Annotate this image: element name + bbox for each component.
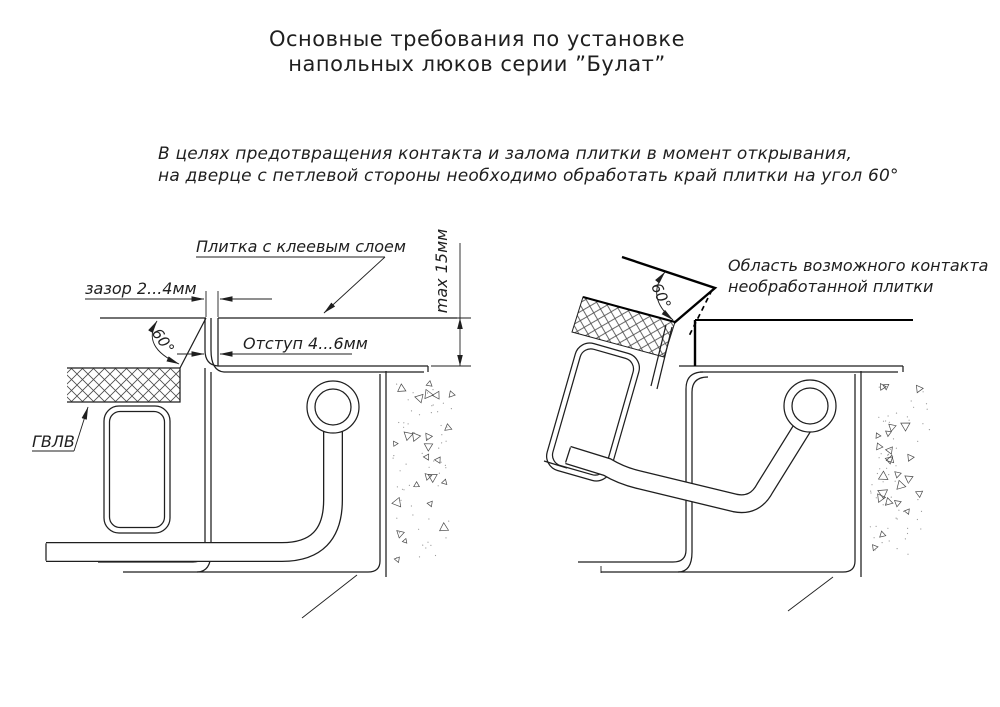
sand-dot [895, 481, 896, 482]
sand-dot [446, 427, 447, 428]
aggregate-triangle [394, 441, 399, 446]
aggregate-triangle [424, 444, 432, 451]
sand-dot [879, 387, 880, 388]
left-dimensions [32, 229, 471, 451]
sand-dot [893, 438, 894, 439]
label-angle-left: 60° [148, 324, 178, 358]
sand-dot [402, 489, 403, 490]
sand-dot [879, 457, 880, 458]
sand-dot [445, 467, 446, 468]
hinge-arm-outline [46, 424, 333, 552]
sand-dot [870, 492, 871, 493]
sand-dot [874, 537, 875, 538]
sand-dot [920, 528, 921, 529]
sand-dot [438, 448, 439, 449]
sand-dot [870, 526, 871, 527]
sand-dot [898, 510, 899, 511]
sand-dot [397, 486, 398, 487]
aggregate-triangle [880, 531, 886, 537]
aggregate-triangle [426, 381, 432, 387]
aggregate-triangle [897, 480, 906, 489]
sand-dot [412, 514, 413, 515]
sand-dot [907, 416, 908, 417]
tile-bevel-60 [180, 318, 206, 368]
sand-dot [883, 481, 884, 482]
title-line-2: напольных люков серии ”Булат” [288, 52, 666, 76]
concrete-texture-left [392, 381, 455, 563]
aggregate-triangle [445, 424, 452, 431]
sand-dot [913, 407, 914, 408]
sand-dot [403, 489, 404, 490]
aggregate-triangle [886, 431, 892, 437]
sand-dot [432, 389, 433, 390]
aggregate-triangle [442, 479, 447, 484]
sand-dot [907, 528, 908, 529]
sand-dot [396, 518, 397, 519]
sand-dot [413, 432, 414, 433]
sand-dot [430, 545, 431, 546]
sand-dot [922, 423, 923, 424]
sand-dot [881, 453, 882, 454]
sand-dot [396, 557, 397, 558]
sand-dot [905, 538, 906, 539]
sand-dot [429, 467, 430, 468]
sand-dot [907, 554, 908, 555]
sand-dot [883, 421, 884, 422]
aggregate-triangle [404, 432, 413, 441]
door-tube-outer [104, 406, 170, 533]
sand-dot [879, 468, 880, 469]
sand-dot [888, 474, 889, 475]
title-block [269, 27, 685, 76]
sand-dot [895, 465, 896, 466]
sand-dot [887, 435, 888, 436]
sand-dot [896, 448, 897, 449]
aggregate-triangle [877, 443, 883, 450]
aggregate-triangle [916, 491, 923, 497]
sand-dot [926, 403, 927, 404]
sand-dot [446, 441, 447, 442]
label-angle-right: 60° [647, 280, 675, 312]
sand-dot [871, 484, 872, 485]
sand-dot [419, 414, 420, 415]
aggregate-triangle [423, 454, 428, 460]
aggregate-triangle [440, 523, 449, 531]
sand-dot [927, 409, 928, 410]
sand-dot [431, 412, 432, 413]
sand-dot [929, 429, 930, 430]
sand-dot [908, 482, 909, 483]
sand-dot [418, 529, 419, 530]
sand-dot [451, 408, 452, 409]
sand-dot [886, 468, 887, 469]
sand-dot [882, 542, 883, 543]
aggregate-triangle [413, 433, 421, 442]
aggregate-triangle [392, 498, 401, 507]
sand-dot [435, 555, 436, 556]
sand-dot [400, 500, 401, 501]
sand-dot [903, 511, 904, 512]
sand-dot [422, 453, 423, 454]
sand-dot [878, 417, 879, 418]
note-line-2: на дверце с петлевой стороны необходимо обработать край плитки на угол 60° [158, 166, 899, 186]
note-line-1: В целях предотвращения контакта и залома плитки в момент открывания, [158, 144, 853, 164]
label-max-height: max 15мм [432, 228, 451, 314]
sand-dot [415, 486, 416, 487]
sand-dot [917, 441, 918, 442]
sand-dot [876, 497, 877, 498]
sand-dot [398, 422, 399, 423]
sand-dot [921, 511, 922, 512]
sand-dot [408, 399, 409, 400]
sand-dot [888, 454, 889, 455]
sand-dot [441, 425, 442, 426]
aggregate-triangle [415, 394, 423, 402]
sand-dot [403, 422, 404, 423]
sand-dot [885, 420, 886, 421]
aggregate-triangle [426, 433, 433, 440]
aggregate-triangle [397, 531, 405, 538]
sand-dot [437, 411, 438, 412]
sand-dot [875, 549, 876, 550]
sand-dot [409, 485, 410, 486]
aggregate-triangle [879, 471, 888, 479]
sand-dot [433, 460, 434, 461]
leader-tile [324, 257, 385, 313]
sand-dot [419, 556, 420, 557]
sand-dot [441, 434, 442, 435]
aggregate-triangle [402, 539, 406, 544]
sand-dot [877, 473, 878, 474]
aggregate-triangle [398, 384, 406, 392]
sand-dot [425, 547, 426, 548]
sand-dot [907, 533, 908, 534]
gvl-board-hatch [67, 368, 180, 402]
sand-dot [393, 455, 394, 456]
aggregate-triangle [895, 472, 901, 478]
sand-dot [433, 404, 434, 405]
sand-dot [427, 438, 428, 439]
sand-dot [406, 464, 407, 465]
sand-dot [411, 505, 412, 506]
aggregate-triangle [895, 501, 902, 507]
sand-dot [896, 413, 897, 414]
sand-dot [443, 403, 444, 404]
right-view-open-hatch [543, 256, 988, 611]
aggregate-triangle [889, 424, 896, 431]
sand-dot [917, 519, 918, 520]
aggregate-triangle [901, 423, 910, 431]
label-offset: Отступ 4...6мм [243, 334, 368, 353]
sand-dot [427, 542, 428, 543]
sand-dot [923, 391, 924, 392]
sand-dot [431, 405, 432, 406]
sand-dot [909, 420, 910, 421]
sand-dot [445, 537, 446, 538]
hidden-edge-dashed [688, 290, 712, 338]
right-dimensions [647, 256, 988, 320]
sand-dot [441, 442, 442, 443]
aggregate-triangle [886, 447, 893, 454]
sand-dot [413, 392, 414, 393]
sand-dot [399, 532, 400, 533]
sand-dot [403, 427, 404, 428]
aggregate-triangle [876, 433, 881, 438]
sand-dot [422, 545, 423, 546]
label-gap: зазор 2...4мм [85, 279, 197, 298]
title-line-1: Основные требования по установке [268, 27, 686, 51]
label-tile: Плитка с клеевым слоем [196, 237, 406, 256]
sand-dot [393, 458, 394, 459]
aggregate-triangle [886, 455, 893, 463]
leader-gvl [74, 407, 88, 451]
sand-dot [888, 415, 889, 416]
sand-dot [399, 558, 400, 559]
sand-dot [428, 518, 429, 519]
sand-dot [396, 384, 397, 385]
aggregate-triangle [428, 475, 437, 483]
aggregate-triangle [414, 482, 420, 487]
aggregate-triangle [904, 509, 909, 514]
sand-dot [889, 422, 890, 423]
label-gvl: ГВЛВ [32, 432, 75, 451]
aggregate-triangle [878, 494, 886, 503]
sand-dot [896, 518, 897, 519]
aggregate-triangle [425, 390, 433, 399]
dim-max-arrow-down [457, 355, 463, 366]
sand-dot [400, 470, 401, 471]
sand-dot [441, 462, 442, 463]
sand-dot [411, 410, 412, 411]
dim-max-arrow-up [457, 318, 463, 329]
aggregate-triangle [449, 391, 455, 397]
frame-break-line-r [788, 577, 833, 611]
sand-dot [891, 497, 892, 498]
concrete-texture-right [870, 384, 930, 555]
sand-dot [439, 473, 440, 474]
label-contact-1: Область возможного контакта [728, 256, 989, 275]
sand-dot [911, 400, 912, 401]
frame-break-line [302, 575, 357, 618]
sand-dot [408, 423, 409, 424]
aggregate-triangle [908, 454, 914, 461]
label-contact-2: необработанной плитки [728, 277, 934, 296]
sand-dot [448, 521, 449, 522]
sand-dot [438, 485, 439, 486]
sand-dot [897, 518, 898, 519]
sand-dot [886, 503, 887, 504]
hinge-arm-body [46, 424, 333, 552]
left-view-closed-hatch [32, 229, 471, 618]
sand-dot [883, 504, 884, 505]
door-tube-inner [110, 412, 165, 528]
sand-dot [890, 449, 891, 450]
sand-dot [889, 540, 890, 541]
dim-max-extensions [431, 318, 471, 366]
sand-dot [887, 528, 888, 529]
sand-dot [427, 392, 428, 393]
sand-dot [870, 491, 871, 492]
sand-dot [897, 548, 898, 549]
aggregate-triangle [916, 385, 923, 392]
sand-dot [445, 465, 446, 466]
aggregate-triangle [427, 501, 432, 507]
sand-dot [876, 526, 877, 527]
sand-dot [425, 434, 426, 435]
note-block [158, 144, 899, 186]
aggregate-triangle [435, 457, 441, 463]
sand-dot [917, 499, 918, 500]
